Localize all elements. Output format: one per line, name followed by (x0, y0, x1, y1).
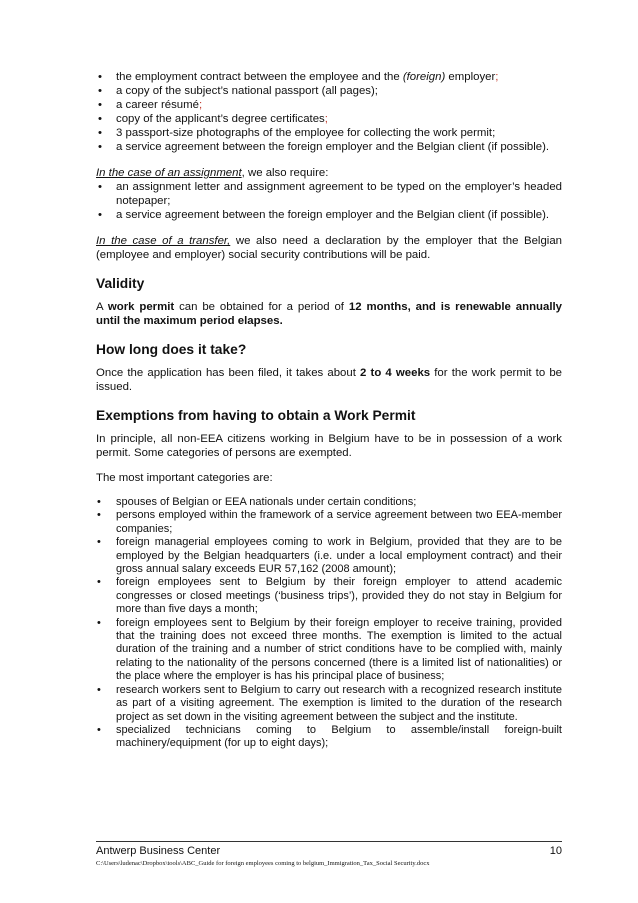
list-item: • a career résumé; (98, 99, 203, 111)
footer-org: Antwerp Business Center (96, 845, 221, 857)
list-item: • a copy of the subject’s national passport (all pages); (98, 85, 378, 97)
list-item: • the employment contract between the employee and the (foreign) employer; (98, 71, 499, 83)
validity-heading: Validity (96, 276, 145, 291)
categories-lead: The most important categories are: (96, 472, 273, 484)
assignment-list (96, 180, 562, 222)
list-item: • foreign managerial employees coming to work in Belgium, provided that they are to be employed by the Belgian headquarters (i.e. under a local employment contract) and their gross annual salary exceeds EUR 57,162 (2008 amount); (97, 536, 562, 576)
list-item: • copy of the applicant’s degree certificates; (98, 113, 328, 125)
list-item: • research workers sent to Belgium to carry out research with a recognized research institute as part of a visiting agreement. The exemption is limited to the duration of the research project as set down in the visiting agreement between the subject and the institute. (97, 683, 562, 723)
duration-heading: How long does it take? (96, 342, 247, 357)
exemptions-heading: Exemptions from having to obtain a Work Permit (96, 408, 416, 423)
list-item: • foreign employees sent to Belgium by their foreign employer to attend academic congresses or closed meetings (‘business trips’), provided they do not stay in Belgium for more than five days a month; (97, 576, 562, 616)
assignment-lead: In the case of an assignment, we also require: (96, 167, 329, 179)
list-item: • a service agreement between the foreign employer and the Belgian client (if possible). (98, 141, 550, 153)
page-number: 10 (549, 845, 562, 857)
list-item: • foreign employees sent to Belgium by their foreign employer to receive training, provided that the training does not exceed three months. The exemption is limited to the actual duration of the training and a number of strict conditions have to be complied with, mainly relating to the nationality of the persons concerned (there is a limited list of nationalities) or the place where the employer is has his principal place of business; (97, 616, 562, 683)
page-content (96, 70, 562, 751)
list-item: • 3 passport-size photographs of the employee for collecting the work permit; (98, 127, 496, 139)
exemptions-intro: In principle, all non-EEA citizens working in Belgium have to be in possession of a work permit. Some categories of persons are exempted. (96, 433, 562, 459)
list-item: • specialized technicians coming to Belgium to assemble/install foreign-built machinery/equipment (for up to eight days); (97, 723, 562, 750)
duration-paragraph: Once the application has been filed, it takes about 2 to 4 weeks for the work permit to be issued. (96, 367, 563, 393)
list-item: • spouses of Belgian or EEA nationals under certain conditions; (97, 496, 417, 508)
list-item: • an assignment letter and assignment agreement to be typed on the employer’s headed notepaper; (98, 181, 562, 207)
exemptions-list (96, 496, 562, 751)
requirements-list (96, 70, 562, 154)
footer-file-path: C:\Users\ludenac\Dropbox\tools\ABC_Guide for foreign employees coming to belgium_Immigration_Tax_Social Security.docx (96, 860, 430, 867)
list-item: • persons employed within the framework of a service agreement between two EEA-member companies; (97, 509, 562, 535)
validity-paragraph: A work permit can be obtained for a period of 12 months, and is renewable annually until the maximum period elapses. (96, 301, 562, 327)
list-item: • a service agreement between the foreign employer and the Belgian client (if possible). (98, 209, 550, 221)
page-footer (96, 841, 562, 868)
transfer-paragraph: In the case of a transfer, we also need a declaration by the employer that the Belgian (employee and employer) social security contributions will be paid. (96, 235, 562, 261)
